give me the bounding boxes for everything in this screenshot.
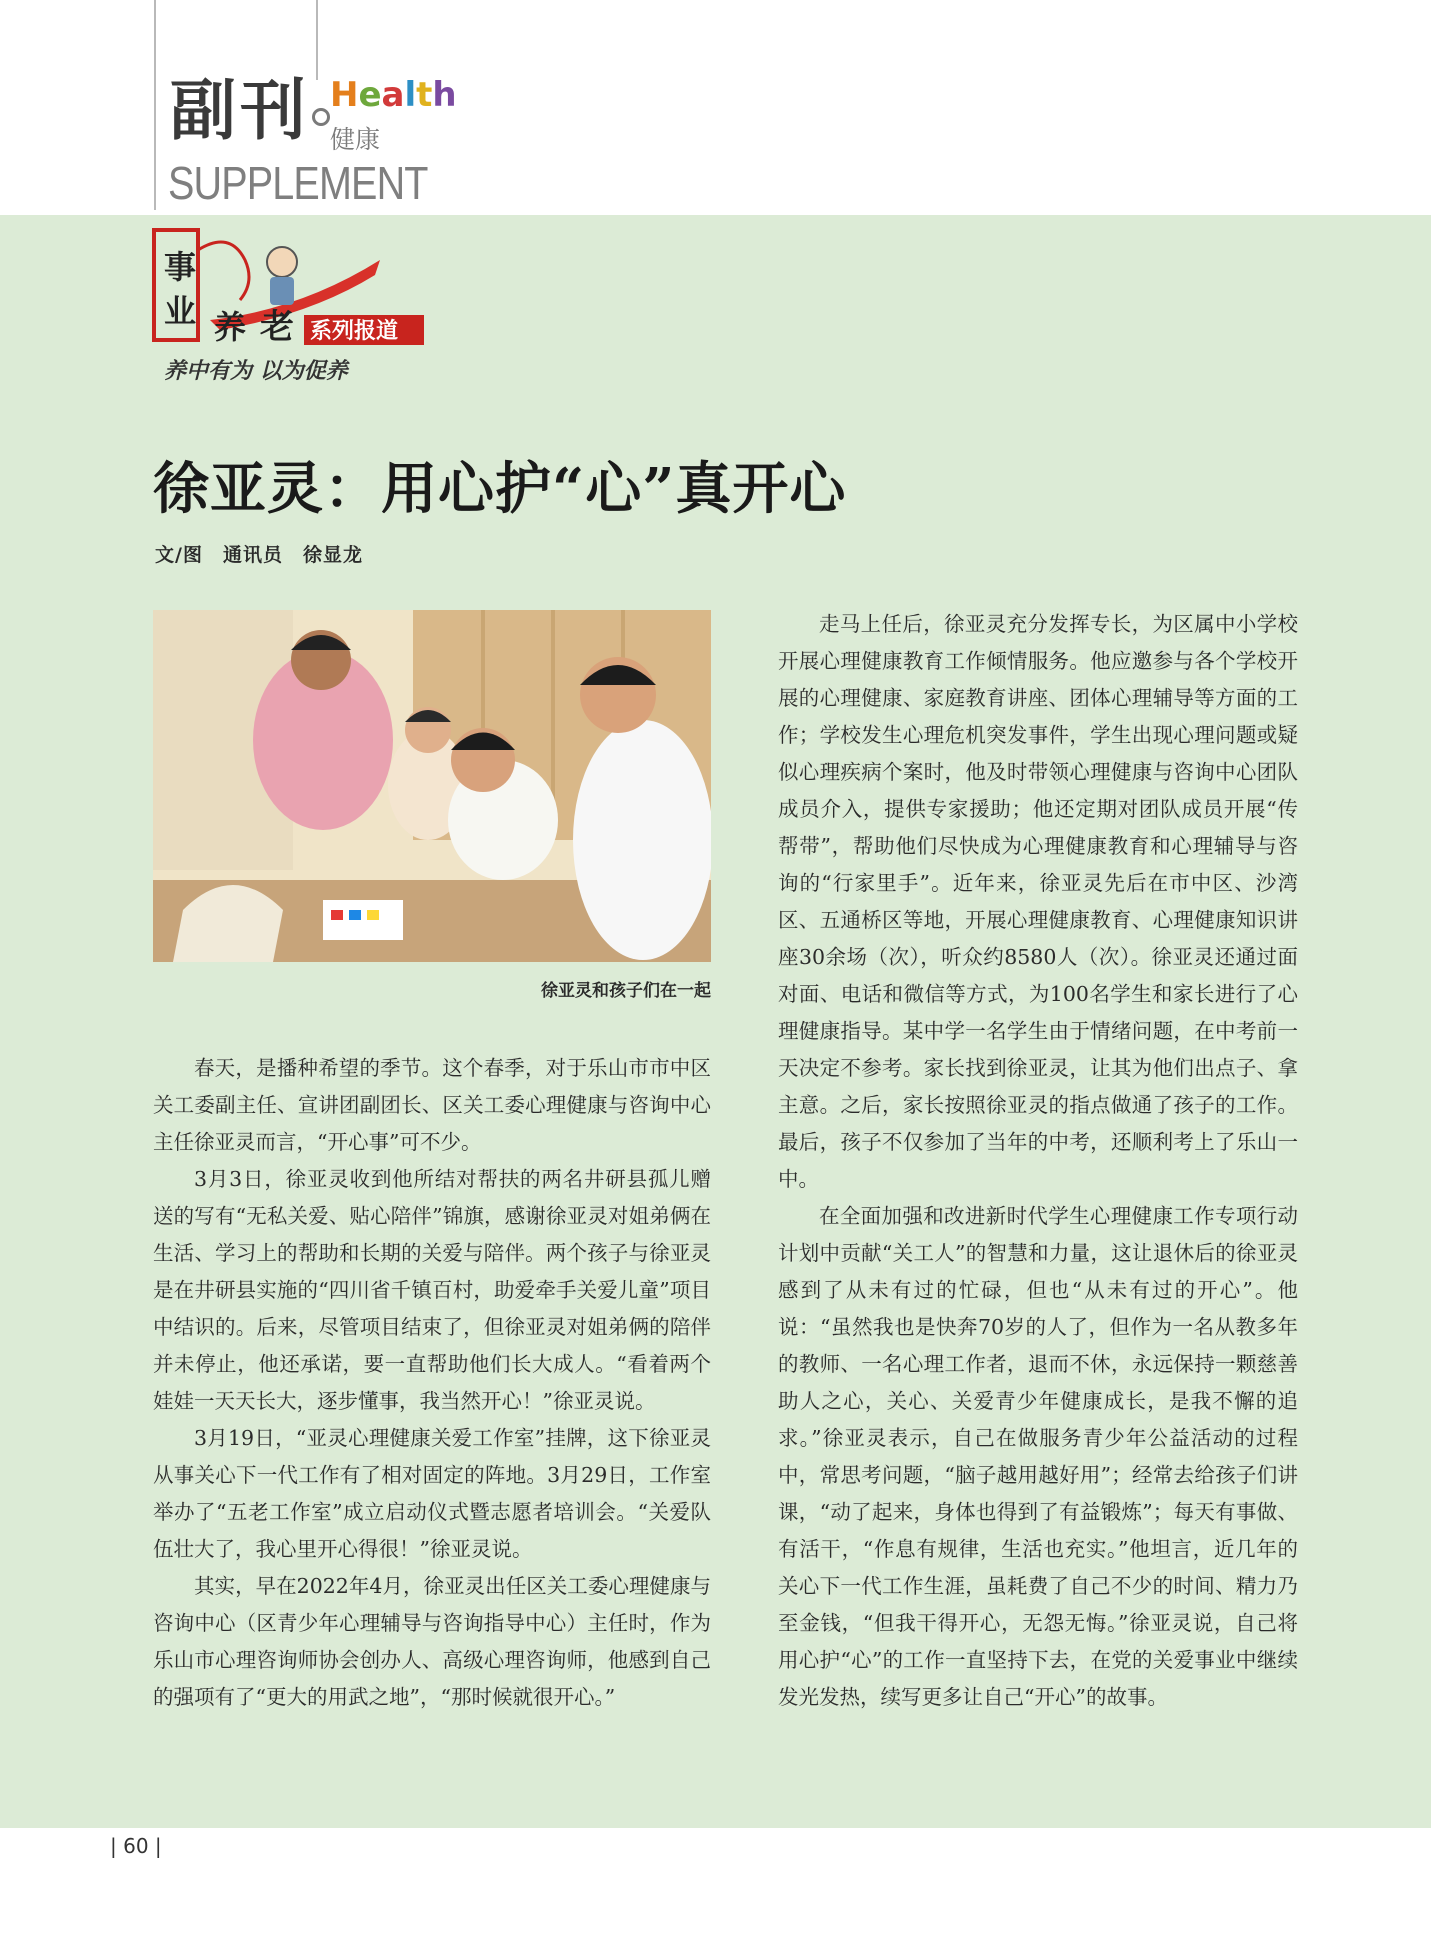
header-dot-icon <box>312 108 330 126</box>
elder-figure-icon <box>267 247 297 277</box>
series-logo-swirl <box>198 242 249 300</box>
article-photo <box>153 610 711 962</box>
article-paragraph: 春天，是播种希望的季节。这个春季，对于乐山市市中区关工委副主任、宣讲团副团长、区关工委心理健康与咨询中心主任徐亚灵而言，“开心事”可不少。 <box>153 1056 711 1154</box>
article-right-column <box>778 606 1298 1716</box>
article-paragraph: 在全面加强和改进新时代学生心理健康工作专项行动计划中贡献“关工人”的智慧和力量，这让退休后的徐亚灵感到了从未有过的忙碌，但也“从未有过的开心”。他说：“虽然我也是快奔70岁的人了，但作为一名从教多年的教师、一名心理工作者，退而不休，永远保持一颗慈善助人之心，关心、关爱青少年健康成长，是我不懈的追求。”徐亚灵表示，自己在做服务青少年公益活动的过程中，常思考问题，“脑子越用越好用”；经常去给孩子们讲课，“动了起来，身体也得到了有益锻炼”；每天有事做、有活干，“作息有规律，生活也充实。”他坦言，近几年的关心下一代工作生涯，虽耗费了自己不少的时间、精力乃至金钱，“但我干得开心，无怨无悔。”徐亚灵说，自己将用心护“心”的工作一直坚持下去，在党的关爱事业中继续发光发热，续写更多让自己“开心”的故事。 <box>778 1204 1298 1709</box>
series-char-1: 事 <box>164 248 197 286</box>
series-char-2: 业 <box>164 292 197 330</box>
section-subtitle: 健康 <box>330 125 381 154</box>
article-paragraph: 其实，早在2022年4月，徐亚灵出任区关工委心理健康与咨询中心（区青少年心理辅导与咨询指导中心）主任时，作为乐山市心理咨询师协会创办人、高级心理咨询师，他感到自己的强项有了“更大的用武之地”，“那时候就很开心。” <box>153 1574 711 1709</box>
article-left-column <box>153 1050 711 1716</box>
series-char-3: 养 <box>214 308 247 346</box>
section-title-cn: 副刊 <box>170 72 310 149</box>
series-logo <box>150 220 430 390</box>
series-slogan: 养中有为 以为促养 <box>164 358 348 384</box>
article-paragraph: 3月3日，徐亚灵收到他所结对帮扶的两名井研县孤儿赠送的写有“无私关爱、贴心陪伴”锦旗，感谢徐亚灵对姐弟俩在生活、学习上的帮助和长期的关爱与陪伴。两个孩子与徐亚灵是在井研县实施的“四川省千镇百村，助爱牵手关爱儿童”项目中结识的。后来，尽管项目结束了，但徐亚灵对姐弟俩的陪伴并未停止，他还承诺，要一直帮助他们长大成人。“看着两个娃娃一天天长大，逐步懂事，我当然开心！”徐亚灵说。 <box>153 1167 711 1413</box>
page-number: | 60 | <box>110 1834 162 1858</box>
article-byline: 文/图 通讯员 徐显龙 <box>155 544 363 566</box>
article-title: 徐亚灵：用心护“心”真开心 <box>153 456 847 522</box>
header-divider-line-right <box>316 0 318 80</box>
series-badge: 系列报道 <box>310 319 399 344</box>
photo-illustration <box>153 610 711 962</box>
elder-figure-body <box>270 277 294 305</box>
section-title-health: Health <box>330 75 457 115</box>
supplement-label: SUPPLEMENT <box>168 157 428 209</box>
photo-caption: 徐亚灵和孩子们在一起 <box>541 981 711 1001</box>
series-char-4: 老 <box>260 307 294 347</box>
article-paragraph: 走马上任后，徐亚灵充分发挥专长，为区属中小学校开展心理健康教育工作倾情服务。他应邀参与各个学校开展的心理健康、家庭教育讲座、团体心理辅导等方面的工作；学校发生心理危机突发事件，学生出现心理问题或疑似心理疾病个案时，他及时带领心理健康与咨询中心团队成员介入，提供专家援助；他还定期对团队成员开展“传帮带”，帮助他们尽快成为心理健康教育和心理辅导与咨询的“行家里手”。近年来，徐亚灵先后在市中区、沙湾区、五通桥区等地，开展心理健康教育、心理健康知识讲座30余场（次），听众约8580人（次）。徐亚灵还通过面对面、电话和微信等方式，为100名学生和家长进行了心理健康指导。某中学一名学生由于情绪问题，在中考前一天决定不参考。家长找到徐亚灵，让其为他们出点子、拿主意。之后，家长按照徐亚灵的指点做通了孩子的工作。最后，孩子不仅参加了当年的中考，还顺利考上了乐山一中。 <box>778 612 1298 1191</box>
header-divider-line-left <box>154 0 156 210</box>
article-paragraph: 3月19日，“亚灵心理健康关爱工作室”挂牌，这下徐亚灵从事关心下一代工作有了相对固定的阵地。3月29日，工作室举办了“五老工作室”成立启动仪式暨志愿者培训会。“关爱队伍壮大了，我心里开心得很！”徐亚灵说。 <box>153 1426 711 1561</box>
